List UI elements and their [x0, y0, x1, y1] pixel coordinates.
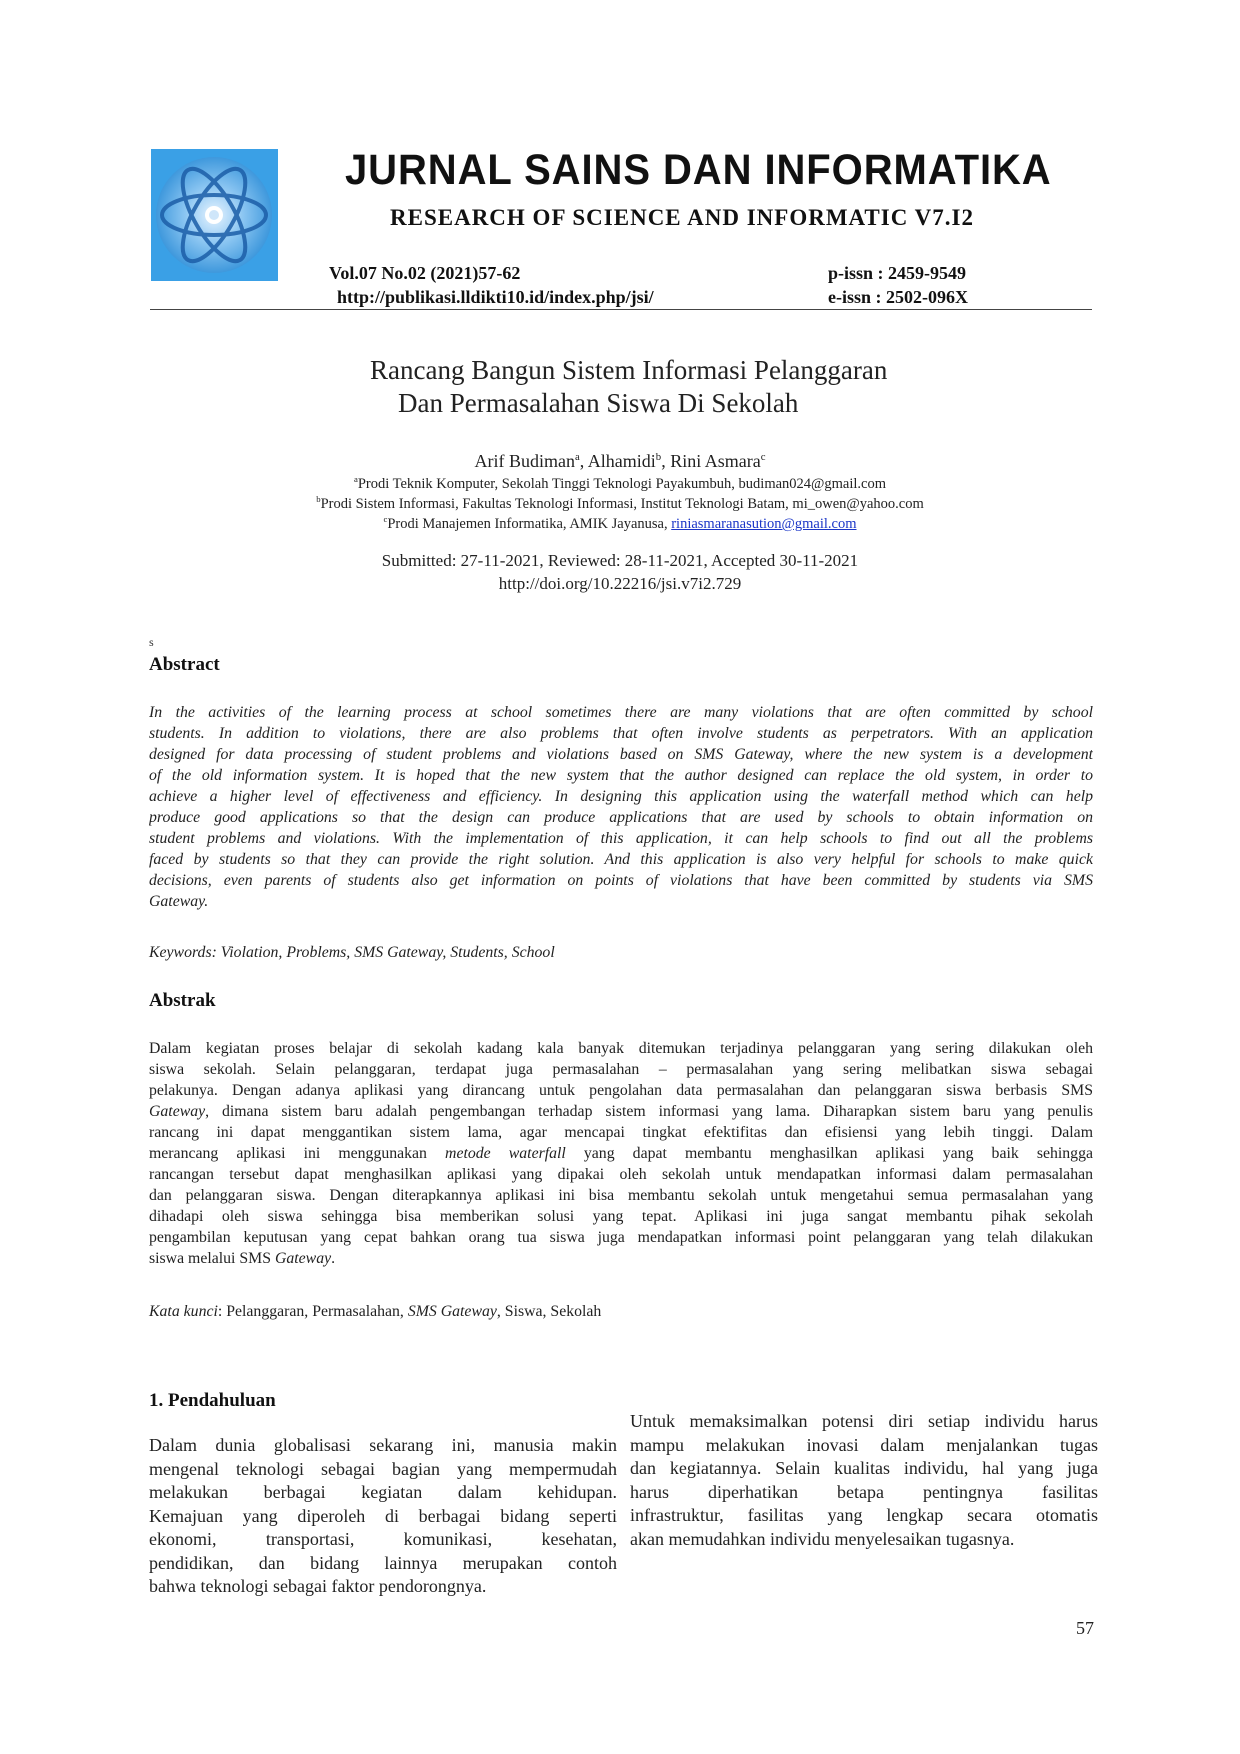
paper-title-line-2: Dan Permasalahan Siswa Di Sekolah — [398, 388, 799, 418]
keywords-label: Kata kunci — [149, 1303, 218, 1320]
text-line: In the activities of the learning process at school sometimes there are many violations that are often committed by school — [149, 704, 1093, 721]
text-line: pengambilan keputusan yang cepat bahkan orang tua siswa juga mendapatkan informasi point pelanggaran yang telah dilakukan — [149, 1229, 1093, 1246]
doi-link[interactable]: http://doi.org/10.22216/jsi.v7i2.729 — [498, 574, 742, 593]
affiliation-superscript: c — [383, 514, 388, 525]
abstrak-keywords — [149, 1301, 1093, 1322]
keywords-italic: SMS Gateway — [407, 1303, 497, 1320]
affiliation-c — [0, 516, 1240, 533]
abstract-heading: Abstract — [149, 654, 220, 675]
author-superscript: c — [760, 451, 766, 463]
abstrak-heading: Abstrak — [149, 990, 216, 1011]
author-name: Rini Asmara — [670, 451, 761, 471]
text-line: Kemajuan yang diperoleh di berbagai bidang seperti — [149, 1505, 617, 1526]
text-line: students. In addition to violations, there are also problems that often involve students as perpetrators. With an application — [149, 725, 1093, 742]
paper-title-line-1: Rancang Bangun Sistem Informasi Pelanggaran — [370, 355, 888, 385]
page-number: 57 — [1076, 1618, 1094, 1638]
text-line: Dalam dunia globalisasi sekarang ini, manusia makin — [149, 1435, 617, 1455]
header-divider — [150, 309, 1092, 310]
text-line: akan memudahkan individu menyelesaikan tugasnya. — [630, 1528, 1015, 1549]
journal-title: JURNAL SAINS DAN INFORMATIKA — [345, 146, 1052, 194]
affiliation-b — [0, 496, 1240, 513]
email-link[interactable]: riniasmaranasution@gmail.com — [671, 516, 857, 532]
text-line: decisions, even parents of students also get information on points of violations that have been committed by students via SMS — [149, 872, 1093, 889]
text-line: dan pelanggaran siswa. Dengan diterapkannya aplikasi ini bisa membantu sekolah untuk mengetahui semua permasalahan yang — [149, 1187, 1093, 1204]
right-column-text — [630, 1410, 1098, 1551]
affiliation-text: Prodi Manajemen Informatika, AMIK Jayanusa, — [387, 516, 672, 532]
affiliation-superscript: b — [316, 494, 321, 505]
author-name: Arif Budiman — [474, 451, 575, 471]
volume-info: Vol.07 No.02 (2021)57-62 — [329, 263, 521, 283]
text-line: bahwa teknologi sebagai faktor pendorongnya. — [149, 1576, 487, 1596]
text-line: pendidikan, dan bidang lainnya merupakan contoh — [149, 1552, 617, 1573]
affiliation-superscript: a — [353, 474, 358, 485]
abstract-keywords: Keywords: Violation, Problems, SMS Gateway, Students, School — [149, 944, 555, 961]
text-line: melakukan berbagai kegiatan dalam kehidupan. — [149, 1482, 617, 1502]
section-heading: 1. Pendahuluan — [149, 1390, 276, 1411]
affiliation-text: Prodi Teknik Komputer, Sekolah Tinggi Teknologi Payakumbuh, budiman024@gmail.com — [357, 476, 887, 492]
text-line: Dalam kegiatan proses belajar di sekolah kadang kala banyak ditemukan terjadinya pelanggaran yang sering dilakukan oleh — [149, 1040, 1093, 1057]
abstract-body — [149, 702, 1093, 912]
e-issn: e-issn : 2502-096X — [828, 287, 968, 307]
journal-url[interactable]: http://publikasi.lldikti10.id/index.php/jsi/ — [337, 287, 654, 307]
text-line: merancang aplikasi ini menggunakan metode waterfall yang dapat membantu menghasilkan aplikasi yang baik sehingga — [149, 1145, 1093, 1162]
text-line: dihadapi oleh siswa sehingga bisa memberikan solusi yang tepat. Aplikasi ini juga sangat membantu pihak sekolah — [149, 1208, 1093, 1225]
author-name: Alhamidi — [587, 451, 656, 471]
text-line: designed for data processing of student problems and violations based on SMS Gateway, where the new system is a development — [149, 746, 1093, 763]
text-line: mengenal teknologi sebagai bagian yang mempermudah — [149, 1458, 617, 1479]
affiliation-text: Prodi Sistem Informasi, Fakultas Teknologi Informasi, Institut Teknologi Batam, mi_owen@yahoo.com — [320, 496, 924, 512]
text-line: rancang ini dapat menggantikan sistem lama, agar mencapai tingkat efektifitas dan efisiensi yang lebih tinggi. Dalam — [149, 1124, 1093, 1141]
text-line: siswa sekolah. Selain pelanggaran, terdapat juga permasalahan – permasalahan yang sering melibatkan siswa sebagai — [149, 1061, 1093, 1078]
text-line: Untuk memaksimalkan potensi diri setiap individu harus — [630, 1411, 1098, 1431]
text-line: student problems and violations. With the implementation of this application, it can help schools to find out all the problems — [149, 830, 1093, 847]
text-line: siswa melalui SMS Gateway. — [149, 1250, 336, 1267]
left-column-text — [149, 1434, 617, 1599]
text-line: produce good applications so that the design can produce applications that are used by schools to obtain information on — [149, 809, 1093, 826]
journal-logo — [151, 149, 278, 281]
author-list: Arif Budiman$^a$, Alhamidi$^b$, Rini Asmara$^c$ — [474, 451, 766, 471]
atom-icon — [151, 149, 278, 281]
p-issn: p-issn : 2459-9549 — [828, 263, 967, 283]
text-line: Gateway, dimana sistem baru adalah pengembangan terhadap sistem informasi yang lama. Diharapkan sistem baru yang penulis — [149, 1103, 1093, 1120]
submission-dates: Submitted: 27-11-2021, Reviewed: 28-11-2021, Accepted 30-11-2021 — [381, 551, 859, 570]
stray-mark: s — [149, 635, 154, 649]
text-line: rancangan tersebut dapat menghasilkan aplikasi yang dipakai oleh sekolah untuk mendapatkan informasi dalam permasalahan — [149, 1166, 1093, 1183]
keywords-text: : Pelanggaran, Permasalahan, — [217, 1303, 408, 1320]
author-superscript: b — [655, 451, 662, 463]
author-superscript: a — [574, 451, 580, 463]
text-line: dan kegiatannya. Selain kualitas individu, hal yang juga — [630, 1458, 1098, 1478]
affiliation-a — [0, 476, 1240, 493]
text-line: achieve a higher level of effectiveness and efficiency. In designing this application using the waterfall method which can help — [149, 788, 1093, 805]
text-line: of the old information system. It is hoped that the new system that the author designed can replace the old system, in order to — [149, 767, 1093, 784]
text-line: faced by students so that they can provide the right solution. And this application is also very helpful for schools to make quick — [149, 851, 1093, 868]
text-line: Gateway. — [149, 893, 209, 910]
text-line: mampu melakukan inovasi dalam menjalankan tugas — [630, 1434, 1098, 1455]
keywords-end: , Siswa, Sekolah — [496, 1303, 602, 1320]
text-line: infrastruktur, fasilitas yang lengkap secara otomatis — [630, 1505, 1098, 1525]
text-line: ekonomi, transportasi, komunikasi, kesehatan, — [149, 1529, 617, 1549]
text-line: pelakunya. Dengan adanya aplikasi yang dirancang untuk pengolahan data permasalahan dan pelanggaran siswa berbasis SMS — [149, 1082, 1093, 1099]
journal-subtitle: RESEARCH OF SCIENCE AND INFORMATIC V7.I2 — [390, 205, 974, 230]
abstrak-body — [149, 1038, 1093, 1269]
text-line: harus diperhatikan betapa pentingnya fasilitas — [630, 1481, 1098, 1502]
